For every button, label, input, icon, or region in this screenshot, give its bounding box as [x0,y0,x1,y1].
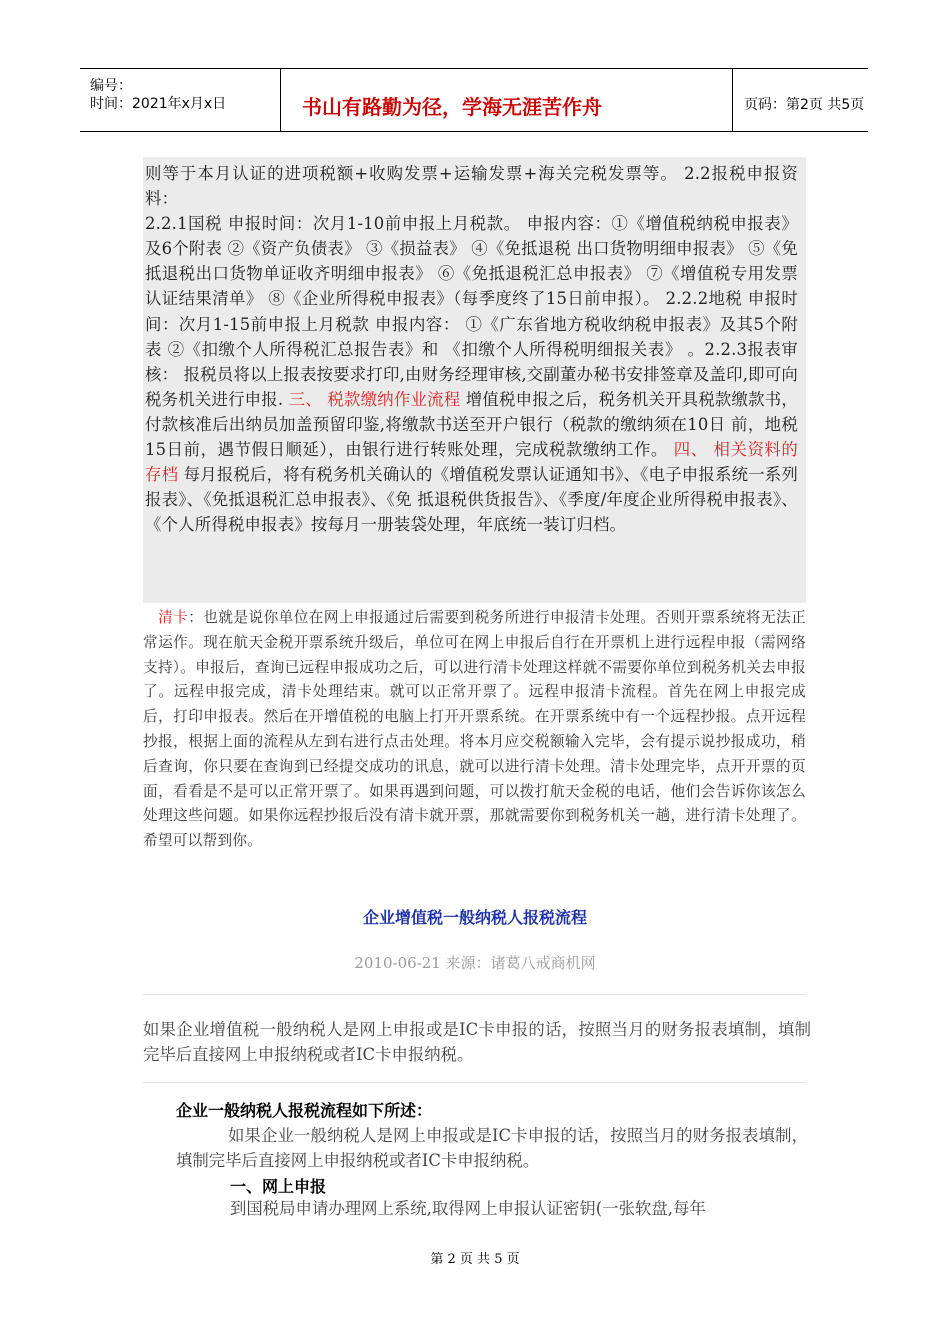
paragraph-archiving: 每月报税后，将有税务机关确认的《增值税发票认证通知书》、《电子申报系统一系列报表》、《免抵退税汇总申报表》、《免 抵退税供货报告》、《季度/年度企业所得税申报表》、《个人所得税申报表》按每月一册装袋处理，年底统一装订归档。 [145,465,798,535]
article-title: 企业增值税一般纳税人报税流程 [362,908,587,927]
highlighted-paragraph [143,157,806,537]
paragraph-tax-payment: 增值税申报之后，税务机关开具税款缴款书，付款核准后出纳员加盖预留印鉴,将缴款书送至开户银行（税款的缴纳须在10日 前，地税15日前，遇节假日顺延），由银行进行转账处理，完成税款缴纳工作。 [145,389,798,460]
header-motto-cell [280,69,733,131]
document-header [80,68,868,132]
clear-card-paragraph [143,606,806,854]
header-page-number: 页码：第2页 共5页 [744,97,865,113]
clear-card-label: 清卡 [157,609,189,626]
document-date-label: 时间：2021年x月x日 [90,96,227,112]
highlighted-text-block [143,157,806,603]
heading-tax-payment-process: 三、 税款缴纳作业流程 [288,389,461,409]
paragraph-national-local-tax: 2.2.1国税 申报时间：次月1-10前申报上月税款。 申报内容：①《增值税纳税申报表》及6个附表 ②《资产负债表》 ③《损益表》 ④《免抵退税 出口货物明细申报表》 ⑤《免抵退税出口货物单证收齐明细申报表》 ⑥《免抵退税汇总申报表》 ⑦《增值税专用发票认证结果清单》 ⑧《企业所得税申报表》（每季度终了15日前申报）。 2.2.2地税 申报时间：次月1-15前申报上月税款 申报内容： ①《广东省地方税收纳税申报表》及其5个附表 ②《扣缴个人所得税汇总报告表》和 《扣缴个人所得税明细报关表》 。2.2.3报表审核： 报税员将以上报表按要求打印,由财务经理审核,交副董办秘书安排签章及盖印,即可向税务机关进行申报. [145,214,798,409]
article-intro: 如果企业增值税一般纳税人是网上申报或是IC卡申报的话，按照当月的财务报表填制，填制完毕后直接网上申报纳税或者IC卡申报纳税。 [143,1020,811,1064]
document-number-label: 编号： [90,78,132,94]
paragraph-reporting-materials: 则等于本月认证的进项税额+收购发票+运输发票+海关完税发票等。 2.2报税申报资料： [145,164,798,209]
divider-top [143,994,806,995]
page-footer: 第 2 页 共 5 页 [430,1252,520,1267]
header-meta-cell [80,69,281,131]
article-meta: 2010-06-21 来源：诸葛八戒商机网 [354,954,596,972]
section-heading: 企业一般纳税人报税流程如下所述： [176,1101,433,1120]
clear-card-text: ：也就是说你单位在网上申报通过后需要到税务所进行申报清卡处理。否则开票系统将无法正常运作。现在航天金税开票系统升级后，单位可在网上申报后自行在开票机上进行远程申报（需网络支持）。申报后，查询已远程申报成功之后，可以进行清卡处理这样就不需要你单位到税务机关去申报了。远程申报完成，清卡处理结束。就可以正常开票了。远程申报清卡流程。首先在网上申报完成后，打印申报表。然后在开增值税的电脑上打开开票系统。在开票系统中有一个远程抄报。点开远程抄报，根据上面的流程从左到右进行点击处理。将本月应交税额输入完毕，会有提示说抄报成功，稍后查询，你只要在查询到已经提交成功的讯息，就可以进行清卡处理。清卡处理完毕，点开开票的页面，看看是不是可以正常开票了。如果再遇到问题，可以拨打航天金税的电话，他们会告诉你该怎么处理这些问题。如果你远程抄报后没有清卡就开票，那就需要你到税务机关一趟，进行清卡处理了。希望可以帮到你。 [143,609,806,850]
header-motto: 书山有路勤为径，学海无涯苦作舟 [302,95,602,119]
subsection-paragraph: 到国税局申请办理网上系统,取得网上申报认证密钥(一张软盘,每年 [230,1199,706,1218]
subsection-heading-online-filing: 一、网上申报 [230,1177,327,1196]
section-paragraph: 如果企业一般纳税人是网上申报或是IC卡申报的话，按照当月的财务报表填制，填制完毕后直接网上申报纳税或者IC卡申报纳税。 [176,1126,808,1170]
divider-bottom [143,1082,806,1083]
heading-archiving: 四、 相关资料的存档 [145,440,799,485]
header-page-cell [732,69,868,131]
clear-card-section [143,606,806,854]
